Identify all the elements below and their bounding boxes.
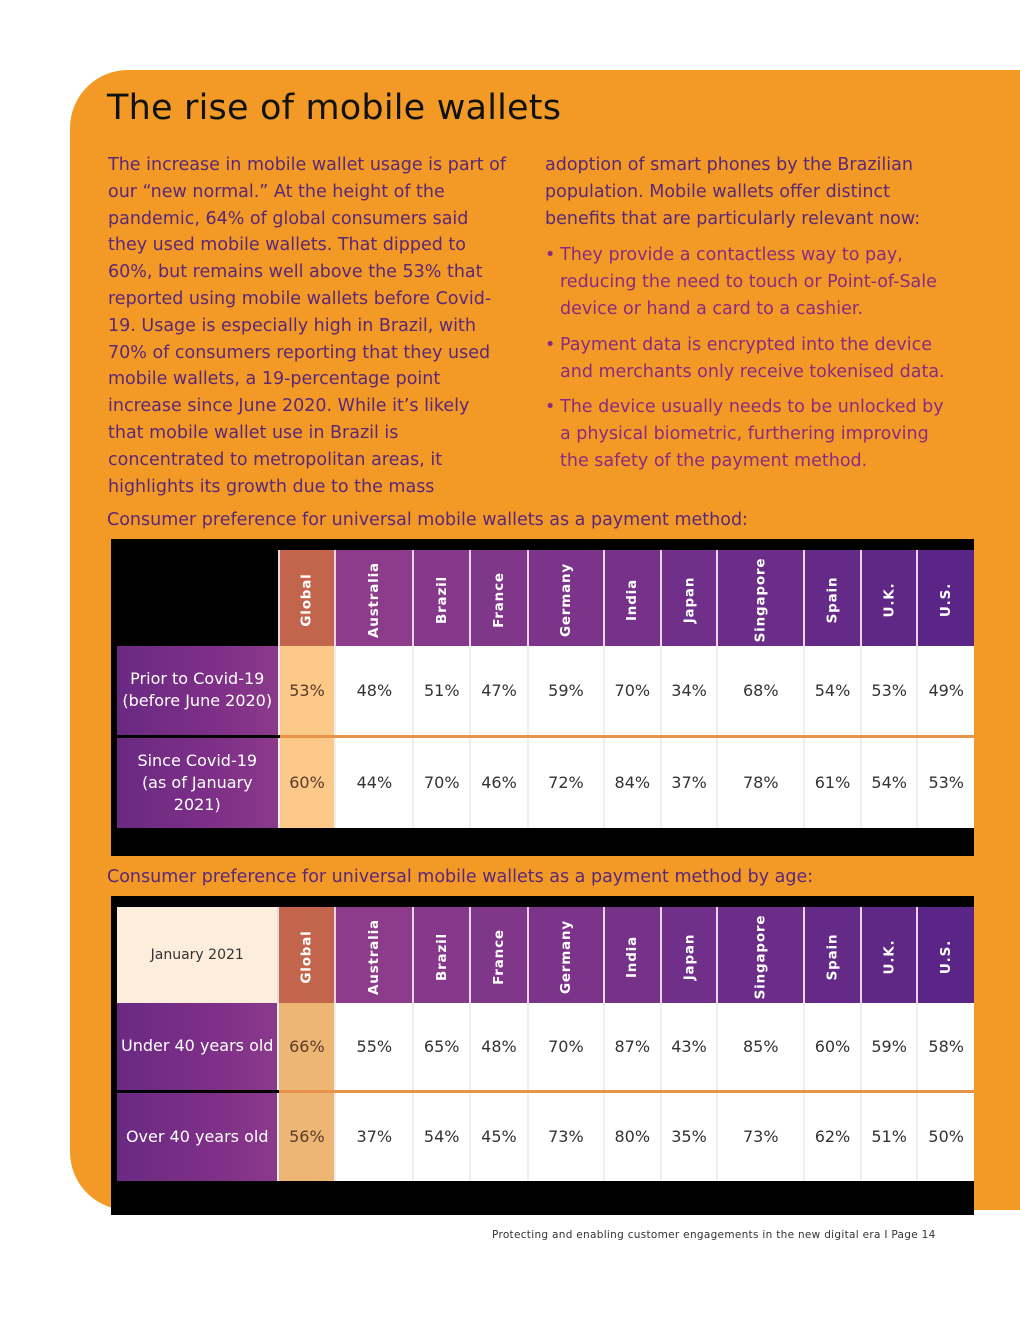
column-header-label: Global xyxy=(298,929,315,984)
right-column xyxy=(545,152,957,484)
column-header xyxy=(917,550,974,646)
header-row xyxy=(117,907,974,1003)
value-cell: 84% xyxy=(604,736,661,828)
value-cell: 87% xyxy=(604,1003,661,1091)
table2-caption: Consumer preference for universal mobile wallets as a payment method by age: xyxy=(107,867,814,887)
column-header-label: Global xyxy=(298,572,315,627)
value-cell: 61% xyxy=(804,736,861,828)
column-header-label: Australia xyxy=(366,918,383,995)
row-header-line: Since Covid-19 xyxy=(137,750,258,770)
value-cell: 60% xyxy=(804,1003,861,1091)
column-header xyxy=(804,907,861,1003)
column-header-label: Spain xyxy=(824,933,841,980)
value-cell: 59% xyxy=(528,646,604,736)
table-corner: January 2021 xyxy=(117,907,278,1003)
page-footer: Protecting and enabling customer engagements in the new digital era I Page 14 xyxy=(492,1229,936,1241)
intro-paragraph: The increase in mobile wallet usage is part of our “new normal.” At the height of the pandemic, 64% of global consumers said they used mobile wallets. That dipped to 60%, but remains well above the 53% that reported using mobile wallets before Covid-19. Usage is especially high in Brazil, with 70% of consumers reporting that they used mobile wallets, a 19-percentage point increase since June 2020. While it’s likely that mobile wallet use in Brazil is concentrated to metropolitan areas, it highlights its growth due to the mass xyxy=(108,155,507,497)
global-value-cell: 53% xyxy=(279,646,336,736)
continuation-paragraph: adoption of smart phones by the Brazilian population. Mobile wallets offer distinct benefits that are particularly relevant now: xyxy=(545,155,921,229)
row-header-line: (as of January xyxy=(141,772,253,792)
value-cell: 62% xyxy=(804,1091,861,1181)
row-header-line: Prior to Covid-19 xyxy=(130,669,265,689)
row-header xyxy=(117,1003,278,1091)
value-cell: 55% xyxy=(335,1003,413,1091)
column-header-label: Singapore xyxy=(752,914,769,999)
table2-grid xyxy=(117,907,974,1181)
value-cell: 59% xyxy=(861,1003,918,1091)
table1-caption: Consumer preference for universal mobile wallets as a payment method: xyxy=(107,510,748,530)
column-header xyxy=(528,907,604,1003)
table-corner xyxy=(117,550,279,646)
column-header-label: U.S. xyxy=(938,582,955,617)
column-header-label: France xyxy=(490,928,507,985)
column-header-label: U.S. xyxy=(938,939,955,974)
row-header xyxy=(117,1091,278,1181)
value-cell: 37% xyxy=(661,736,718,828)
value-cell: 45% xyxy=(470,1091,528,1181)
benefits-list xyxy=(545,242,957,474)
value-cell: 51% xyxy=(861,1091,918,1181)
header-row xyxy=(117,550,974,646)
column-header xyxy=(278,907,335,1003)
column-header-label: Germany xyxy=(557,562,574,637)
global-value-cell: 60% xyxy=(279,736,336,828)
value-cell: 72% xyxy=(528,736,604,828)
value-cell: 65% xyxy=(413,1003,470,1091)
global-value-cell: 56% xyxy=(278,1091,335,1181)
value-cell: 35% xyxy=(661,1091,718,1181)
column-header-label: Germany xyxy=(557,919,574,994)
column-header xyxy=(661,550,718,646)
column-header xyxy=(661,907,718,1003)
column-header-label: India xyxy=(624,935,641,978)
value-cell: 44% xyxy=(335,736,413,828)
value-cell: 85% xyxy=(717,1003,804,1091)
column-header-label: Japan xyxy=(681,576,698,623)
column-header xyxy=(528,550,604,646)
column-header xyxy=(917,907,974,1003)
column-header xyxy=(604,907,661,1003)
row-header-line: (before June 2020) xyxy=(122,691,273,711)
value-cell: 70% xyxy=(528,1003,604,1091)
column-header xyxy=(861,550,918,646)
column-header-label: Brazil xyxy=(433,575,450,624)
value-cell: 54% xyxy=(861,736,918,828)
column-header xyxy=(717,907,804,1003)
value-cell: 48% xyxy=(335,646,413,736)
column-header-label: U.K. xyxy=(881,582,898,617)
row-header-line: Over 40 years old xyxy=(125,1126,269,1146)
column-header xyxy=(470,907,528,1003)
column-header xyxy=(717,550,804,646)
row-header-line: 2021) xyxy=(173,794,221,814)
value-cell: 51% xyxy=(413,646,470,736)
value-cell: 50% xyxy=(917,1091,974,1181)
column-header xyxy=(804,550,861,646)
bullet-item: • The device usually needs to be unlocked by a physical biometric, furthering improving the safety of the payment method. xyxy=(545,394,957,474)
column-header xyxy=(335,907,413,1003)
value-cell: 73% xyxy=(717,1091,804,1181)
value-cell: 47% xyxy=(470,646,528,736)
global-value-cell: 66% xyxy=(278,1003,335,1091)
row-header-line: Under 40 years old xyxy=(120,1036,274,1056)
value-cell: 70% xyxy=(604,646,661,736)
value-cell: 54% xyxy=(804,646,861,736)
value-cell: 80% xyxy=(604,1091,661,1181)
table2-container xyxy=(111,896,974,1215)
column-header-label: U.K. xyxy=(881,939,898,974)
column-header xyxy=(861,907,918,1003)
value-cell: 37% xyxy=(335,1091,413,1181)
value-cell: 68% xyxy=(717,646,804,736)
table-row xyxy=(117,1003,974,1091)
bullet-item: • They provide a contactless way to pay, reducing the need to touch or Point-of-Sale device or hand a card to a cashier. xyxy=(545,242,957,322)
table-row xyxy=(117,1091,974,1181)
value-cell: 73% xyxy=(528,1091,604,1181)
column-header-label: India xyxy=(624,578,641,621)
value-cell: 43% xyxy=(661,1003,718,1091)
column-header-label: Australia xyxy=(366,561,383,638)
column-header-label: Japan xyxy=(680,933,697,980)
column-header xyxy=(413,907,470,1003)
column-header xyxy=(279,550,336,646)
table1-container xyxy=(111,539,974,856)
value-cell: 54% xyxy=(413,1091,470,1181)
table-row xyxy=(117,736,974,828)
value-cell: 46% xyxy=(470,736,528,828)
column-header-label: Spain xyxy=(824,576,841,623)
column-header-label: Singapore xyxy=(752,557,769,642)
table1-grid xyxy=(117,550,974,828)
column-header xyxy=(413,550,470,646)
value-cell: 34% xyxy=(661,646,718,736)
page-title: The rise of mobile wallets xyxy=(107,88,562,128)
column-header-label: France xyxy=(491,571,508,628)
value-cell: 58% xyxy=(917,1003,974,1091)
value-cell: 48% xyxy=(470,1003,528,1091)
column-header xyxy=(335,550,413,646)
column-header xyxy=(470,550,528,646)
value-cell: 78% xyxy=(717,736,804,828)
value-cell: 70% xyxy=(413,736,470,828)
row-header xyxy=(117,736,279,828)
table-row xyxy=(117,646,974,736)
column-header xyxy=(604,550,661,646)
value-cell: 49% xyxy=(917,646,974,736)
bullet-item: • Payment data is encrypted into the device and merchants only receive tokenised data. xyxy=(545,332,957,386)
value-cell: 53% xyxy=(861,646,918,736)
value-cell: 53% xyxy=(917,736,974,828)
row-header xyxy=(117,646,279,736)
column-header-label: Brazil xyxy=(433,932,450,981)
